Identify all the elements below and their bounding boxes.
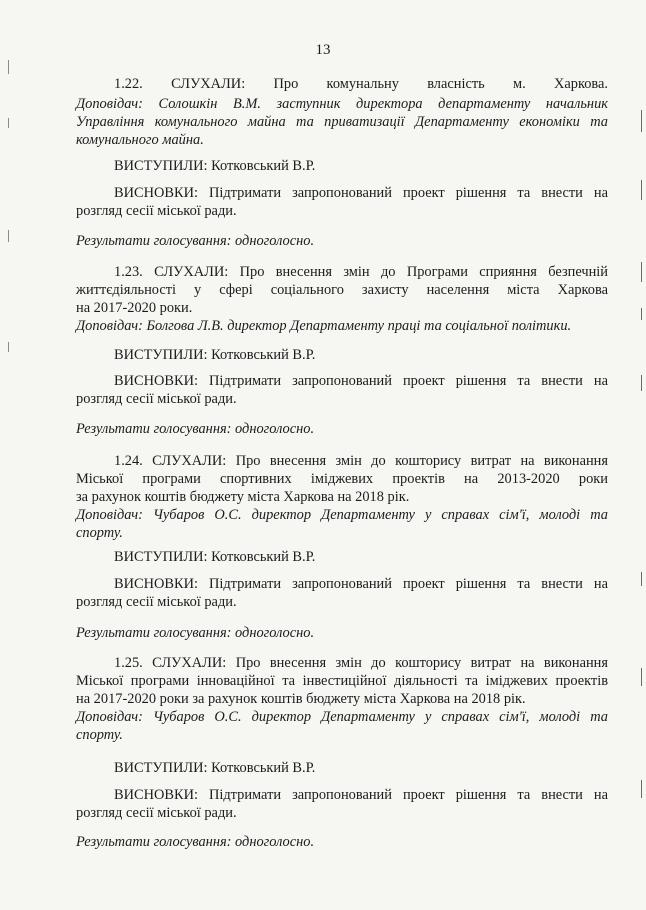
- scan-edge-mark-left: [8, 60, 9, 74]
- vote-result: Результати голосування: одноголосно.: [76, 421, 315, 437]
- reporter-line: Доповідач: Чубаров О.С. директор Департаменту у справах сім'ї, молоді та: [76, 507, 608, 523]
- conclusion-line: ВИСНОВКИ: Підтримати запропонований проект рішення та внести на: [114, 185, 608, 201]
- heard-line: 1.25. СЛУХАЛИ: Про внесення змін до кошторису витрат на виконання: [114, 655, 608, 671]
- heard-line: 1.23. СЛУХАЛИ: Про внесення змін до Програми сприяння безпечній: [114, 264, 608, 280]
- reporter-line: спорту.: [76, 525, 123, 541]
- conclusion-line: ВИСНОВКИ: Підтримати запропонований проект рішення та внести на: [114, 373, 608, 389]
- conclusion-line: розгляд сесії міської ради.: [76, 805, 237, 821]
- reporter-line: комунального майна.: [76, 132, 204, 148]
- spoke-line: ВИСТУПИЛИ: Котковський В.Р.: [114, 760, 316, 776]
- reporter-line: Управління комунального майна та приватизації Департаменту економіки та: [76, 114, 608, 130]
- vote-result: Результати голосування: одноголосно.: [76, 233, 315, 249]
- vote-result: Результати голосування: одноголосно.: [76, 625, 315, 641]
- vote-result: Результати голосування: одноголосно.: [76, 834, 315, 850]
- conclusion-line: ВИСНОВКИ: Підтримати запропонований проект рішення та внести на: [114, 787, 608, 803]
- scan-edge-mark-left: [8, 230, 9, 242]
- scan-edge-marks: [636, 0, 642, 910]
- spoke-line: ВИСТУПИЛИ: Котковський В.Р.: [114, 158, 316, 174]
- reporter-line: Доповідач: Солошкін В.М. заступник директора департаменту начальник: [76, 96, 608, 112]
- reporter-line: Доповідач: Болгова Л.В. директор Департаменту праці та соціальної політики.: [76, 318, 572, 334]
- reporter-line: Доповідач: Чубаров О.С. директор Департаменту у справах сім'ї, молоді та: [76, 709, 608, 725]
- heard-line: життєдіяльності у сфері соціального захисту населення міста Харкова: [76, 282, 608, 298]
- heard-line: на 2017-2020 роки.: [76, 300, 193, 316]
- conclusion-line: розгляд сесії міської ради.: [76, 594, 237, 610]
- scan-edge-mark-left: [8, 342, 9, 352]
- heard-line: 1.22. СЛУХАЛИ: Про комунальну власність м. Харкова.: [114, 76, 608, 92]
- heard-line: Міської програми спортивних іміджевих проектів на 2013-2020 роки: [76, 471, 608, 487]
- heard-line: на 2017-2020 роки за рахунок коштів бюджету міста Харкова на 2018 рік.: [76, 691, 526, 707]
- scan-edge-mark-left: [8, 118, 9, 128]
- conclusion-line: розгляд сесії міської ради.: [76, 391, 237, 407]
- spoke-line: ВИСТУПИЛИ: Котковський В.Р.: [114, 549, 316, 565]
- reporter-line: спорту.: [76, 727, 123, 743]
- spoke-line: ВИСТУПИЛИ: Котковський В.Р.: [114, 347, 316, 363]
- conclusion-line: розгляд сесії міської ради.: [76, 203, 237, 219]
- page-number: 13: [315, 42, 331, 58]
- heard-line: Міської програми інноваційної та інвестиційної діяльності та іміджевих проектів: [76, 673, 608, 689]
- heard-line: 1.24. СЛУХАЛИ: Про внесення змін до кошторису витрат на виконання: [114, 453, 608, 469]
- conclusion-line: ВИСНОВКИ: Підтримати запропонований проект рішення та внести на: [114, 576, 608, 592]
- heard-line: за рахунок коштів бюджету міста Харкова на 2018 рік.: [76, 489, 410, 505]
